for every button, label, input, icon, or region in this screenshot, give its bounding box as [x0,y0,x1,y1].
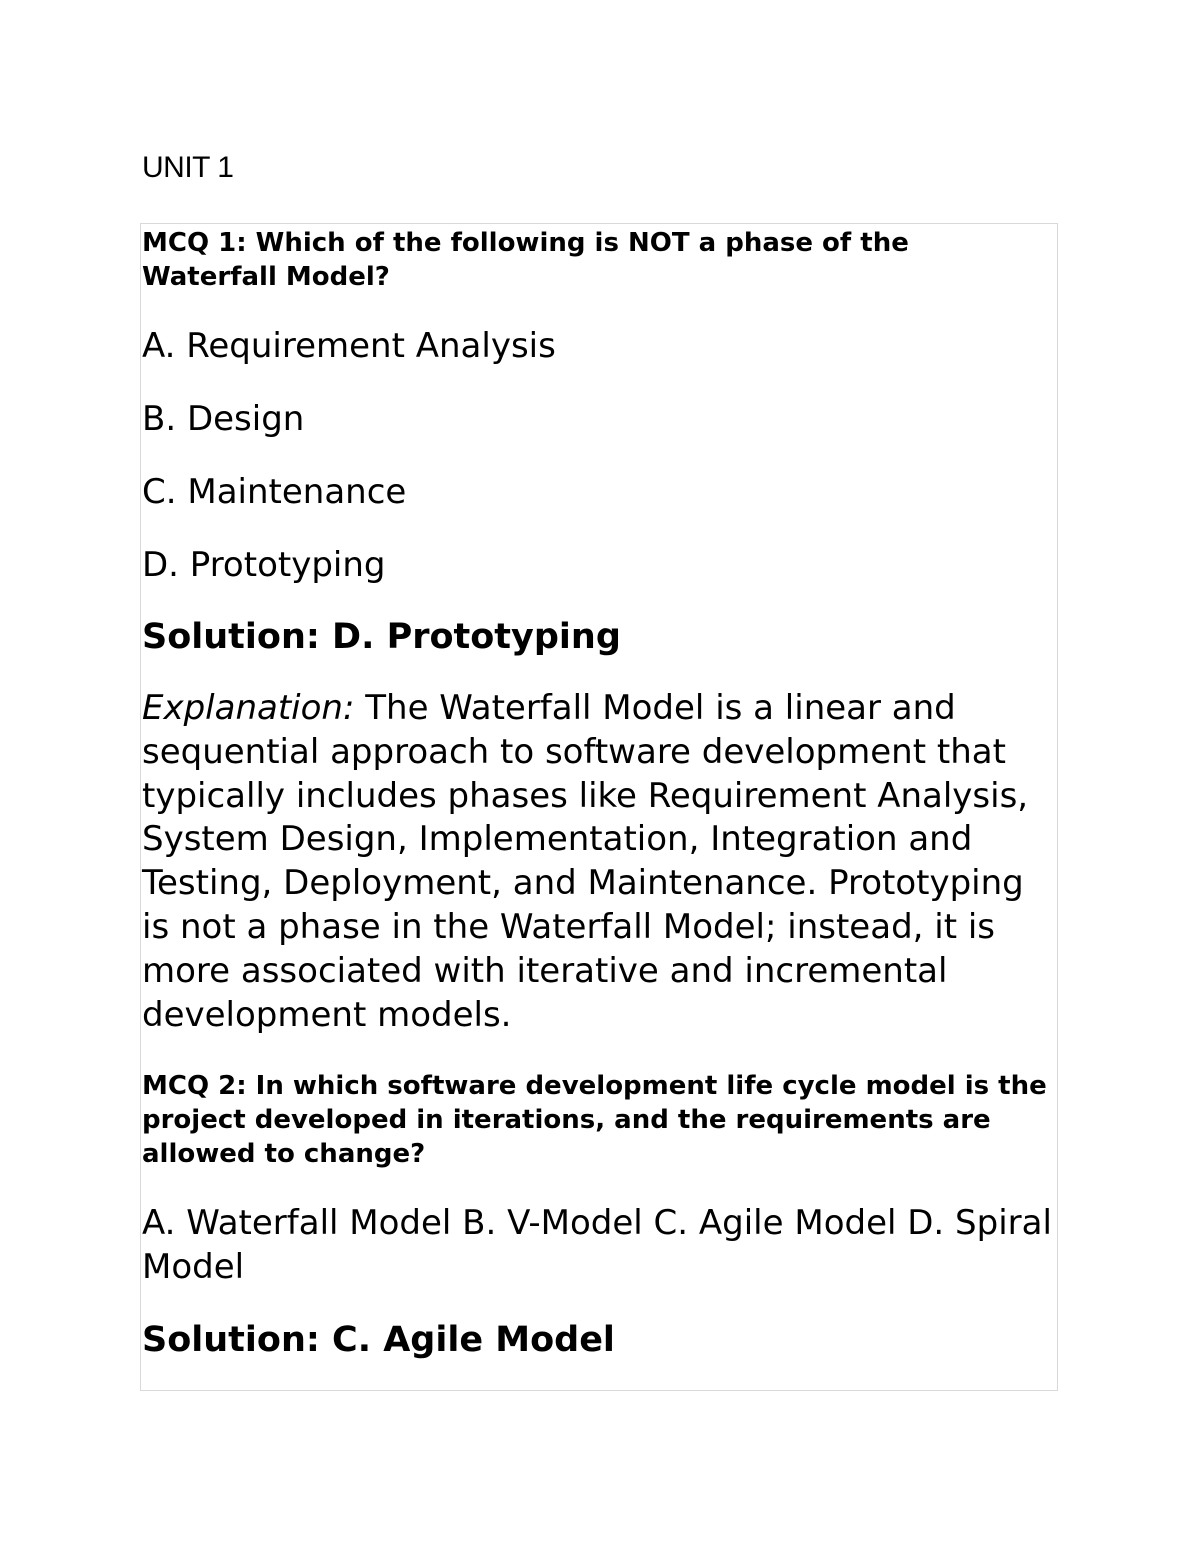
mcq1-option-b: B. Design [142,399,305,439]
explanation-label: Explanation: [142,688,355,728]
mcq1-solution: Solution: D. Prototyping [142,617,621,657]
mcq1-option-a: A. Requirement Analysis [142,326,556,366]
mcq2-solution: Solution: C. Agile Model [142,1320,615,1361]
mcq1-question: MCQ 1: Which of the following is NOT a phase of the Waterfall Model? [142,228,909,292]
mcq2-question: MCQ 2: In which software development life cycle model is the project developed in iterations, and the requirements are allowed to change? [142,1071,1047,1170]
mcq2-options: A. Waterfall Model B. V-Model C. Agile Model D. Spiral Model [142,1203,1052,1288]
mcq-content [142,226,1052,1363]
mcq1-option-c: C. Maintenance [142,472,407,512]
mcq1-explanation [142,687,1052,1037]
mcq1-option-d: D. Prototyping [142,545,386,585]
explanation-text: The Waterfall Model is a linear and sequential approach to software development that typically includes phases like Requirement Analysis, System Design, Implementation, Integration and Testing, Deployment, and Maintenance. Prototyping is not a phase in the Waterfall Model; instead, it is more associated with iterative and incremental development models. [142,688,1029,1035]
unit-title: UNIT 1 [142,151,234,184]
